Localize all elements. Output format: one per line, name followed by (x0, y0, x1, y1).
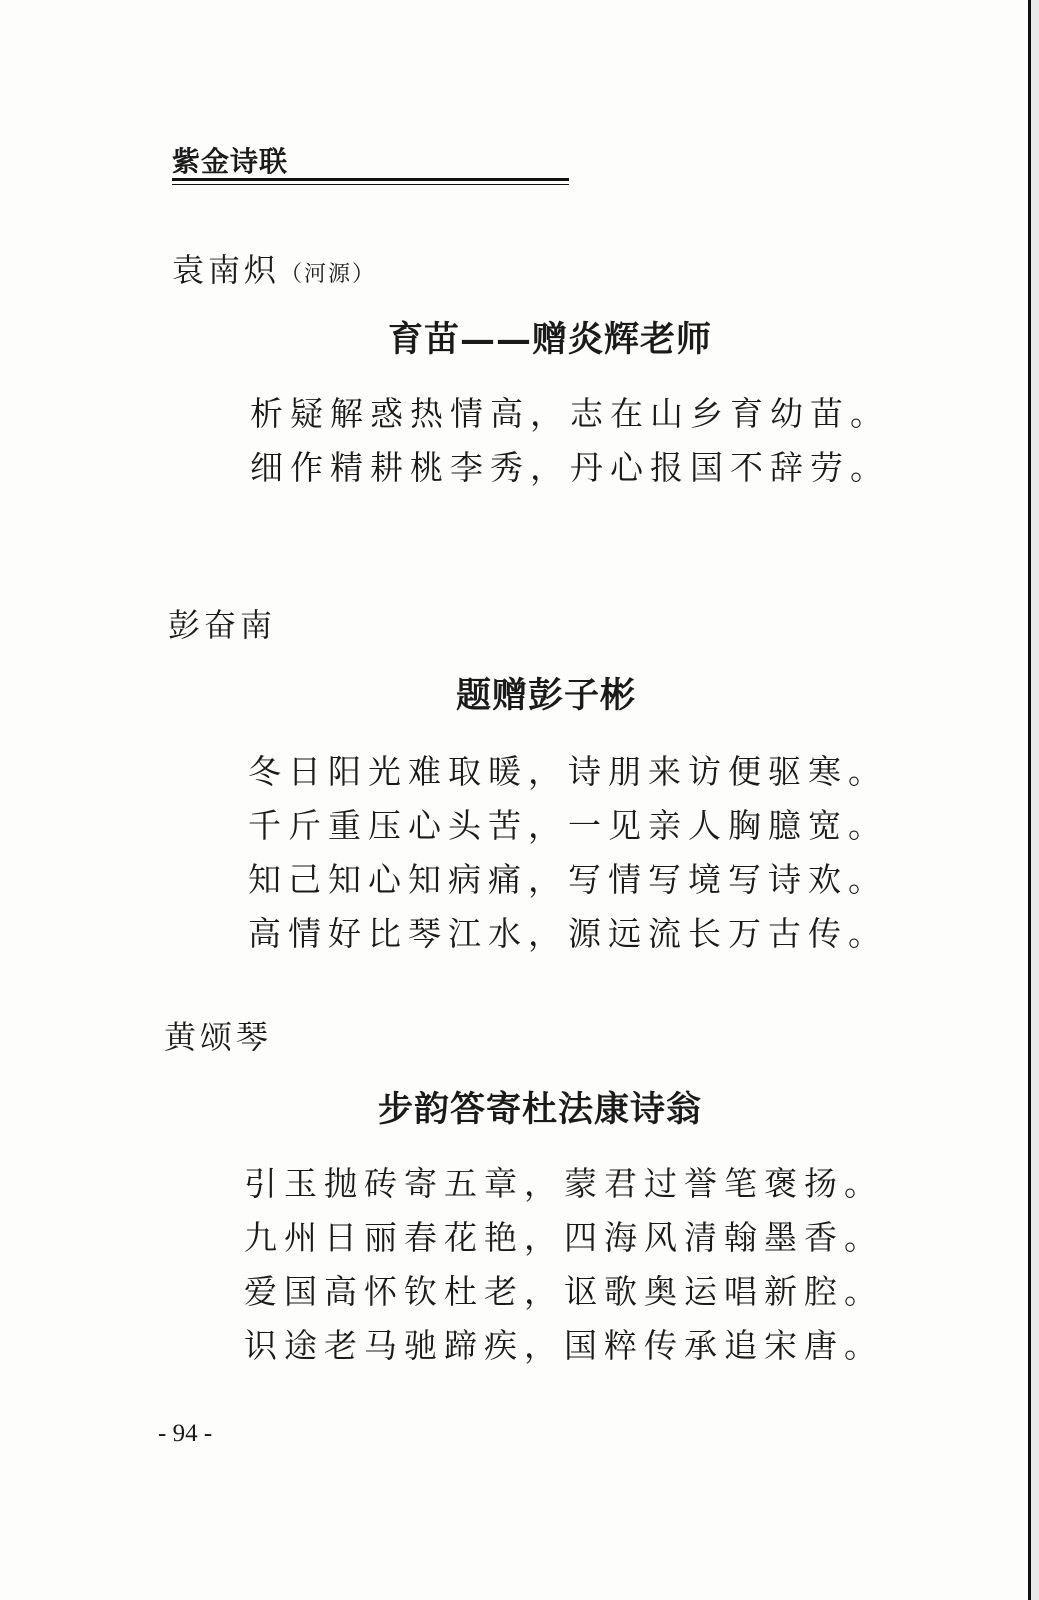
poem-title: 育苗——赠炎辉老师 (388, 319, 713, 360)
page-edge (1028, 0, 1031, 1600)
page-number: - 94 - (158, 1420, 213, 1447)
author-origin: （河源） (280, 262, 377, 287)
poem-line: 冬日阳光难取暖，诗朋来访便驱寒。 (248, 752, 888, 791)
poem-title: 步韵答寄杜法康诗翁 (378, 1089, 703, 1130)
poem-line: 细作精耕桃李秀，丹心报国不辞劳。 (250, 448, 890, 487)
poem-author: 彭奋南 (168, 606, 277, 644)
poem-author (172, 245, 376, 291)
poem-line: 引玉抛砖寄五章，蒙君过誉笔褒扬。 (244, 1164, 884, 1203)
poem-line: 高情好比琴江水，源远流长万古传。 (248, 914, 888, 953)
poem-title: 题赠彭子彬 (456, 675, 637, 716)
poem-line: 识途老马驰蹄疾，国粹传承追宋唐。 (244, 1326, 884, 1365)
header-rule (172, 178, 569, 181)
poem-author: 黄颂琴 (164, 1018, 273, 1056)
page-edge-shadow (1031, 0, 1039, 1600)
poem-line: 知己知心知病痛，写情写境写诗欢。 (248, 860, 888, 899)
poem-line: 爱国高怀钦杜老，讴歌奥运唱新腔。 (244, 1272, 884, 1311)
author-name: 袁南炽 (172, 251, 281, 289)
header-rule-thin (172, 184, 569, 185)
poem-line: 九州日丽春花艳，四海风清翰墨香。 (244, 1218, 884, 1257)
poem-line: 析疑解惑热情高，志在山乡育幼苗。 (250, 394, 890, 433)
section-header: 紫金诗联 (172, 145, 289, 178)
poem-line: 千斤重压心头苦，一见亲人胸臆宽。 (248, 806, 888, 845)
